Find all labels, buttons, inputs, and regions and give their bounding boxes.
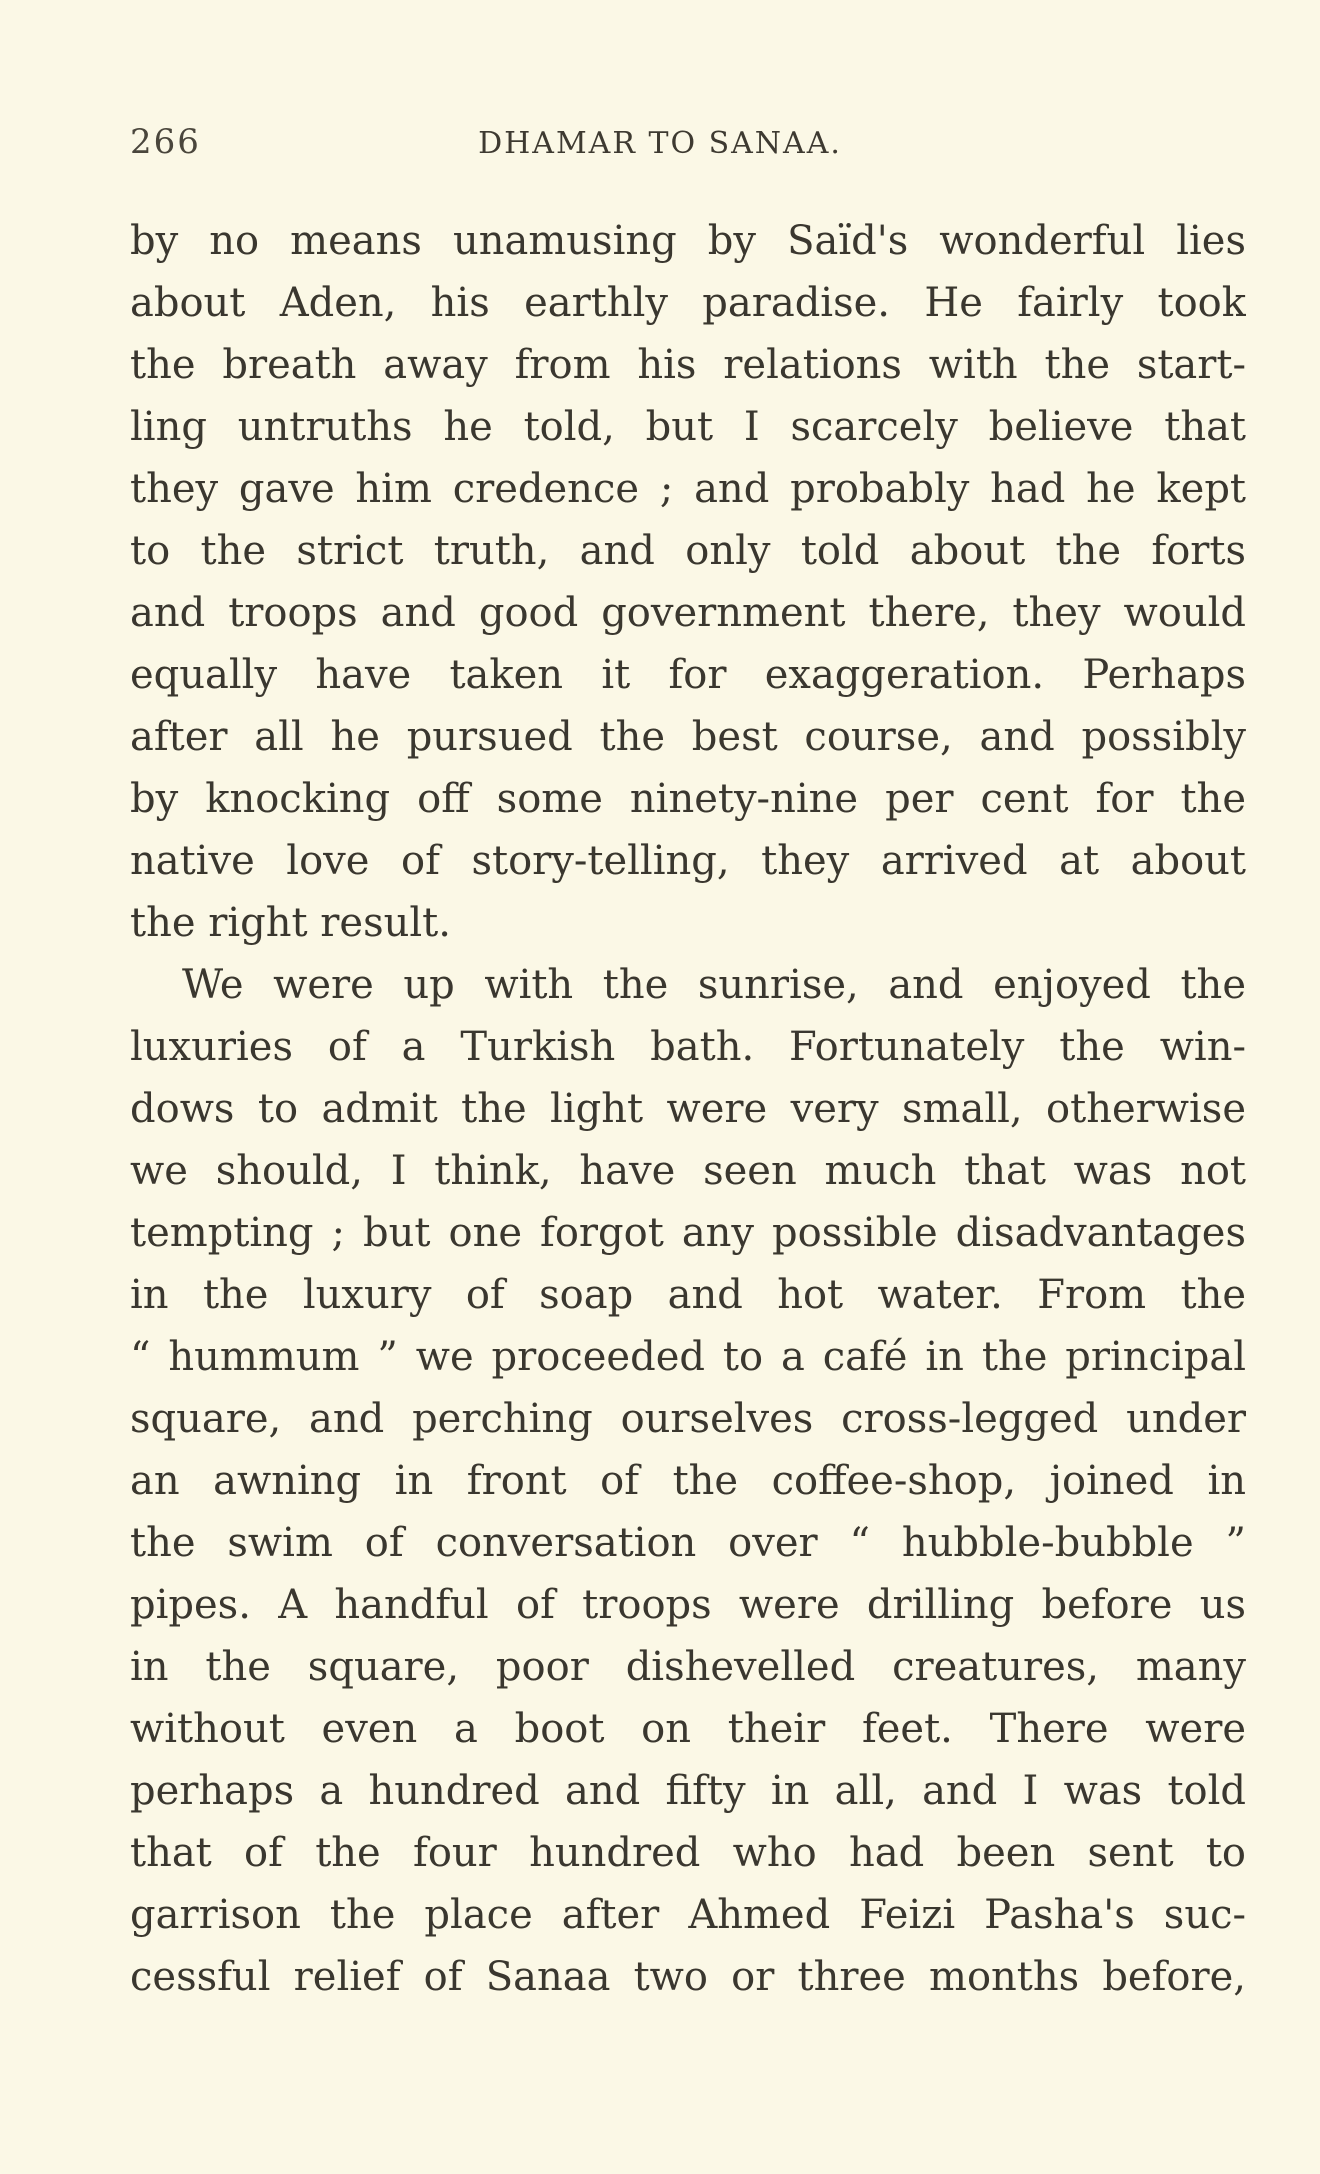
running-head: DHAMAR TO SANAA. <box>478 126 842 161</box>
text-line: the breath away from his relations with the start- <box>130 342 1246 388</box>
text-line: square, and perching ourselves cross-legged under <box>130 1396 1246 1442</box>
text-line: and troops and good government there, they would <box>130 590 1246 636</box>
text-line: they gave him credence ; and probably had he kept <box>130 466 1246 512</box>
text-line: we should, I think, have seen much that was not <box>130 1148 1246 1194</box>
text-line: about Aden, his earthly paradise. He fairly took <box>130 280 1246 326</box>
paragraph-end-line: the right result. <box>130 900 451 946</box>
text-line: dows to admit the light were very small, otherwise <box>130 1086 1246 1132</box>
text-line: by knocking off some ninety-nine per cent for the <box>130 776 1246 822</box>
text-line: without even a boot on their feet. There were <box>130 1706 1246 1752</box>
text-line: pipes. A handful of troops were drilling before us <box>130 1582 1246 1628</box>
page-number: 266 <box>130 122 201 162</box>
text-line: in the square, poor dishevelled creatures, many <box>130 1644 1246 1690</box>
text-line: to the strict truth, and only told about the forts <box>130 528 1246 574</box>
text-line: the swim of conversation over “ hubble-bubble ” <box>130 1520 1246 1566</box>
text-line: tempting ; but one forgot any possible disadvantages <box>130 1210 1246 1256</box>
body-text <box>130 210 1246 2008</box>
text-line: that of the four hundred who had been sent to <box>130 1830 1246 1876</box>
text-line: cessful relief of Sanaa two or three months before, <box>130 1954 1246 2000</box>
text-line: “ hummum ” we proceeded to a café in the principal <box>130 1334 1246 1380</box>
text-line: after all he pursued the best course, and possibly <box>130 714 1246 760</box>
text-line: native love of story-telling, they arrived at about <box>130 838 1246 884</box>
text-line: by no means unamusing by Saïd's wonderful lies <box>130 218 1246 264</box>
text-line: perhaps a hundred and fifty in all, and I was told <box>130 1768 1246 1814</box>
text-line: an awning in front of the coffee-shop, joined in <box>130 1458 1246 1504</box>
text-line: luxuries of a Turkish bath. Fortunately the win- <box>130 1024 1246 1070</box>
paragraph-start-line: We were up with the sunrise, and enjoyed the <box>182 962 1246 1008</box>
text-line: equally have taken it for exaggeration. Perhaps <box>130 652 1246 698</box>
text-line: in the luxury of soap and hot water. From the <box>130 1272 1246 1318</box>
text-line: garrison the place after Ahmed Feizi Pasha's suc- <box>130 1892 1246 1938</box>
text-line: ling untruths he told, but I scarcely believe that <box>130 404 1246 450</box>
